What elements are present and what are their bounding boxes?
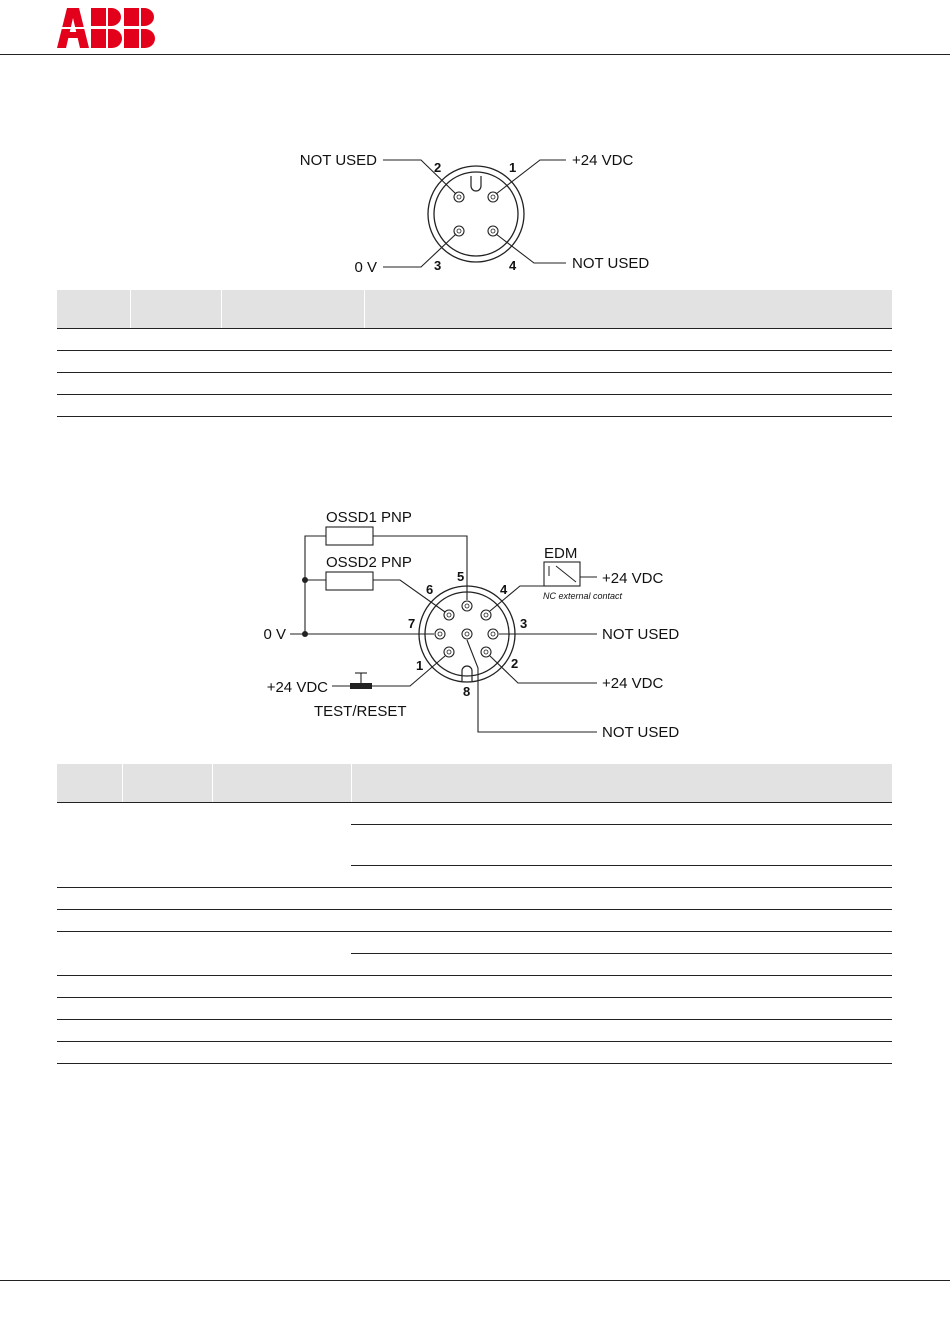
edm-label: EDM xyxy=(544,545,578,562)
pin-3-number: 3 xyxy=(520,616,528,631)
table-row xyxy=(57,373,892,395)
table-header-row xyxy=(57,290,892,329)
pin-1-number: 1 xyxy=(416,658,424,673)
footer-rule xyxy=(0,1280,950,1281)
table-row xyxy=(57,329,892,351)
pin-8-number: 8 xyxy=(463,684,471,699)
table-row xyxy=(57,1042,892,1064)
pin-5-number: 5 xyxy=(457,569,465,584)
pin-7-contact xyxy=(435,629,445,639)
pin-7-label: 0 V xyxy=(263,626,286,643)
pin-8-label: NOT USED xyxy=(602,724,680,741)
pin-6-number: 6 xyxy=(426,582,434,597)
table-row xyxy=(57,1020,892,1042)
pin-2-number: 2 xyxy=(434,160,442,175)
connector-4pin-diagram xyxy=(0,0,950,290)
table-header-cell xyxy=(351,764,892,803)
table-header-cell xyxy=(130,290,221,329)
table-row xyxy=(57,803,892,825)
pin-2-contact xyxy=(481,647,491,657)
table-header-row xyxy=(57,764,892,803)
pin-8-contact xyxy=(462,629,472,639)
pin-3-label: 0 V xyxy=(354,259,377,276)
pin-2-label: +24 VDC xyxy=(602,675,664,692)
table-row xyxy=(57,976,892,998)
table-row xyxy=(57,888,892,910)
table-header-cell xyxy=(212,764,351,803)
pin-3-number: 3 xyxy=(434,258,442,273)
ossd1-resistor xyxy=(326,527,373,545)
table-header-cell xyxy=(57,290,130,329)
pin-6-contact xyxy=(444,610,454,620)
ossd2-resistor xyxy=(326,572,373,590)
table-header-cell xyxy=(221,290,364,329)
pin-1-supply-label: +24 VDC xyxy=(266,679,328,696)
ossd2-label: OSSD2 PNP xyxy=(326,554,412,571)
pin-4-number: 4 xyxy=(509,258,517,273)
table-row xyxy=(57,395,892,417)
pin-5-contact xyxy=(462,601,472,611)
pin-2-label: NOT USED xyxy=(299,152,377,169)
table-row xyxy=(57,910,892,932)
connector-8pin-diagram xyxy=(0,490,950,750)
test-reset-switch xyxy=(350,683,372,689)
pin-4-contact xyxy=(481,610,491,620)
table-row xyxy=(57,932,892,954)
pin-4-label: NOT USED xyxy=(572,255,650,272)
pin-1-number: 1 xyxy=(509,160,517,175)
table-header-cell xyxy=(122,764,212,803)
pinout-table-1 xyxy=(57,290,892,417)
pin-1-label: +24 VDC xyxy=(572,152,634,169)
ossd1-label: OSSD1 PNP xyxy=(326,509,412,526)
table-row xyxy=(57,351,892,373)
pin-2-number: 2 xyxy=(511,656,519,671)
table-header-cell xyxy=(57,764,122,803)
table-header-cell xyxy=(364,290,892,329)
pin-7-number: 7 xyxy=(408,616,416,631)
pinout-table-2 xyxy=(57,764,892,1064)
pin-4-label: +24 VDC xyxy=(602,570,664,587)
pin-3-contact xyxy=(488,629,498,639)
pin-1-contact xyxy=(444,647,454,657)
edm-note: NC external contact xyxy=(543,591,623,601)
pin-4-number: 4 xyxy=(500,582,508,597)
table-row xyxy=(57,998,892,1020)
pin-3-label: NOT USED xyxy=(602,626,680,643)
test-reset-label: TEST/RESET xyxy=(314,703,407,720)
